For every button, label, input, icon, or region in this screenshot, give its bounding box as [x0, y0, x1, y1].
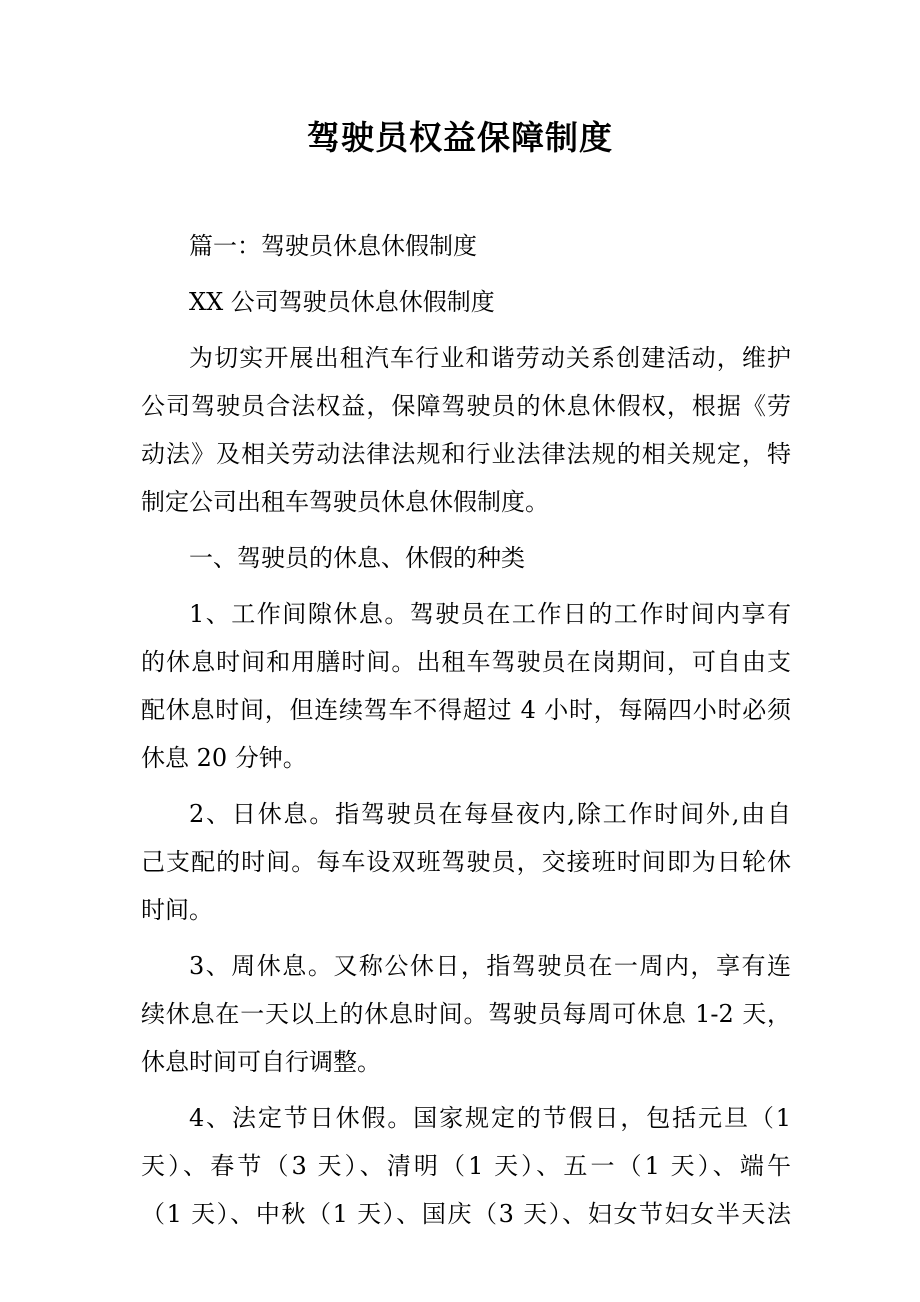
paragraph-weekly-rest [141, 942, 791, 1086]
paragraph-purpose [141, 334, 791, 526]
text-line: 续休息在一天以上的休息时间。驾驶员每周可休息 1-2 天， [141, 1000, 791, 1028]
heading-part-one [141, 222, 791, 270]
text-line: 休息 20 分钟。 [141, 744, 307, 772]
text-line: 天）、春节（3 天）、清明（1 天）、五一（1 天）、端午 [141, 1152, 791, 1180]
text-line: 制定公司出租车驾驶员休息休假制度。 [141, 488, 549, 516]
text-line: 时间。 [141, 896, 213, 924]
text-line: 篇一：驾驶员休息休假制度 [189, 232, 477, 260]
text-line: 的休息时间和用膳时间。出租车驾驶员在岗期间，可自由支 [141, 648, 791, 676]
text-line: 一、驾驶员的休息、休假的种类 [189, 544, 525, 572]
text-line: 配休息时间，但连续驾车不得超过 4 小时，每隔四小时必须 [141, 696, 791, 724]
text-line: 己支配的时间。每车设双班驾驶员，交接班时间即为日轮休 [141, 848, 791, 876]
text-line: 3、周休息。又称公休日，指驾驶员在一周内，享有连 [189, 952, 791, 980]
text-line: 2、日休息。指驾驶员在每昼夜内,除工作时间外,由自 [189, 800, 791, 828]
heading-company-policy [141, 278, 791, 326]
paragraph-public-holidays [141, 1094, 791, 1238]
document-title: 驾驶员权益保障制度 [307, 118, 613, 157]
text-line: 1、工作间隙休息。驾驶员在工作日的工作时间内享有 [189, 600, 791, 628]
text-line: XX 公司驾驶员休息休假制度 [189, 288, 495, 316]
paragraph-daily-rest [141, 790, 791, 934]
text-line: （1 天）、中秋（1 天）、国庆（3 天）、妇女节妇女半天法 [141, 1200, 791, 1228]
text-line: 休息时间可自行调整。 [141, 1048, 381, 1076]
section-heading-types [141, 534, 791, 582]
text-line: 4、法定节日休假。国家规定的节假日，包括元旦（1 [189, 1104, 791, 1132]
text-line: 动法》及相关劳动法律法规和行业法律法规的相关规定，特 [141, 440, 791, 468]
text-line: 为切实开展出租汽车行业和谐劳动关系创建活动，维护 [189, 344, 791, 372]
paragraph-work-break [141, 590, 791, 782]
text-line: 公司驾驶员合法权益，保障驾驶员的休息休假权，根据《劳 [141, 392, 791, 420]
document-body [141, 222, 791, 1238]
